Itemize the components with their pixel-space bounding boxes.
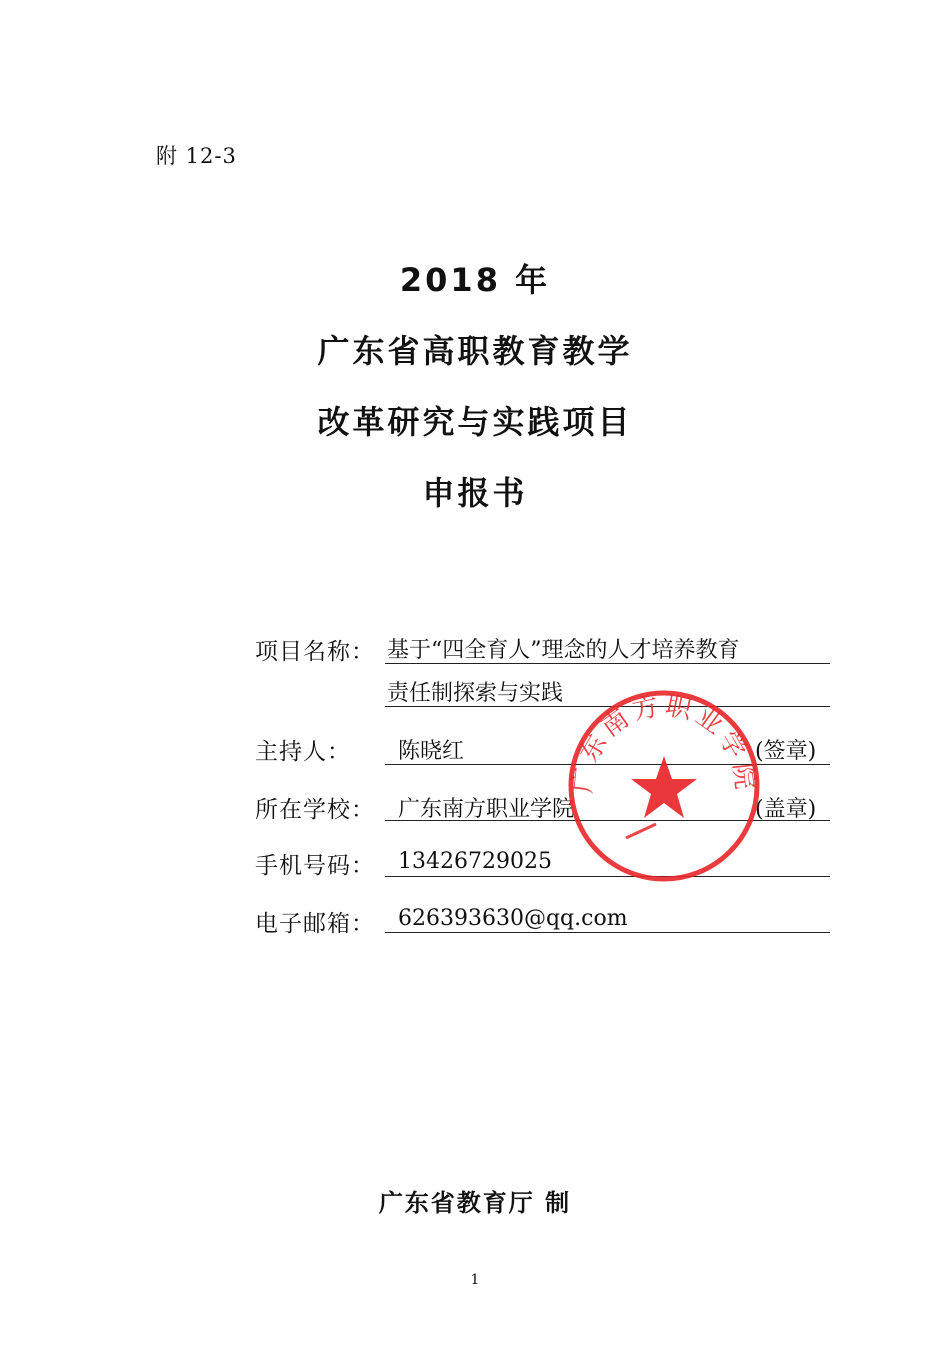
title-line-4: 申报书 xyxy=(422,474,528,512)
phone-value: 13426729025 xyxy=(398,849,552,874)
host-suffix: (签章) xyxy=(755,739,817,764)
title-year: 2018 年 xyxy=(399,261,551,299)
email-underline xyxy=(385,932,830,933)
seal-text: 广东南方职业学院 xyxy=(567,690,761,795)
issuer-line: 广东省教育厅 制 xyxy=(378,1189,572,1217)
page-number: 1 xyxy=(470,1272,480,1288)
title-line-2: 广东省高职教育教学 xyxy=(317,332,633,370)
project-name-value-line1: 基于“四全育人”理念的人才培养教育 xyxy=(387,638,740,663)
project-name-underline-1 xyxy=(385,663,830,664)
attachment-label: 附 12-3 xyxy=(156,144,237,168)
email-label: 电子邮箱： xyxy=(255,911,375,937)
seal-star-icon xyxy=(631,756,697,818)
host-label: 主持人： xyxy=(255,739,351,765)
school-suffix: (盖章) xyxy=(755,797,817,822)
email-value: 626393630@qq.com xyxy=(398,906,628,931)
phone-label: 手机号码： xyxy=(255,853,375,879)
title-line-3: 改革研究与实践项目 xyxy=(317,403,633,441)
school-label: 所在学校： xyxy=(255,797,375,823)
host-value: 陈晓红 xyxy=(398,739,465,764)
school-value: 广东南方职业学院 xyxy=(398,797,575,822)
official-seal xyxy=(566,688,762,884)
project-name-value-line2: 责任制探索与实践 xyxy=(387,681,564,706)
project-name-label: 项目名称： xyxy=(255,639,375,665)
